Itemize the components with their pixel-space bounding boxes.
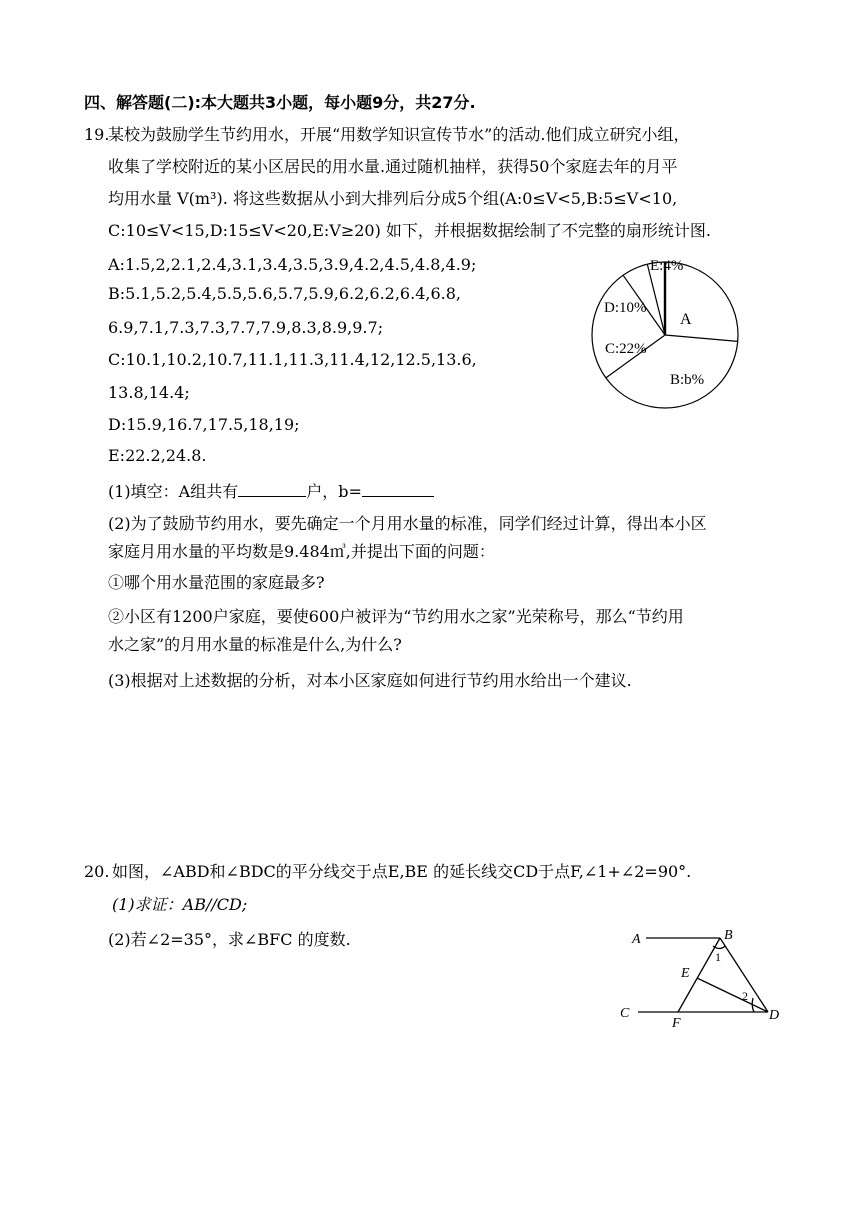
label-angle-2: 2 [742,989,748,1003]
q19-part1 [108,480,434,502]
pie-label-c: C:22% [605,341,647,357]
data-line-c2: 13.8,14.4; [108,383,190,402]
q19-line-4: C:10≤V<15,D:15≤V<20,E:V≥20) 如下，并根据数据绘制了不完整的扇形统计图. [108,221,712,240]
q19-number: 19. [84,125,110,144]
q19-part3: (3)根据对上述数据的分析，对本小区家庭如何进行节约用水给出一个建议. [108,671,632,690]
data-line-e: E:22.2,24.8. [108,446,207,465]
q20-line-1: 如图，∠ABD和∠BDC的平分线交于点E,BE 的延长线交CD于点F,∠1+∠2=90°. [112,862,692,881]
data-line-b2: 6.9,7.1,7.3,7.3,7.7,7.9,8.3,8.9,9.7; [108,318,384,337]
q19-line-3: 均用水量 V(m³). 将这些数据从小到大排列后分成5个组(A:0≤V<5,B:5≤V<10, [108,189,678,208]
part1-text-a: (1)填空：A组共有 [108,482,239,501]
label-e: E [681,966,690,981]
section-title: 四、解答题(二):本大题共3小题，每小题9分，共27分. [84,93,476,112]
data-line-a: A:1.5,2,2.1,2.4,3.1,3.4,3.5,3.9,4.2,4.5,4.8,4.9; [108,255,477,274]
answer-blank-b[interactable] [362,480,434,497]
data-line-c1: C:10.1,10.2,10.7,11.1,11.3,11.4,12,12.5,13.6, [108,350,477,369]
label-c: C [620,1006,630,1021]
pie-label-a: A [680,311,692,328]
geometry-figure [610,920,790,1030]
part1-text-b: 户，b= [306,482,362,501]
q20-part1: (1)求证：AB//CD; [112,895,248,914]
q19-question-b-line-2: 水之家”的月用水量的标准是什么,为什么? [108,635,402,654]
q19-line-1: 某校为鼓励学生节约用水，开展“用数学知识宣传节水”的活动.他们成立研究小组， [108,125,690,144]
pie-label-d: D:10% [604,300,647,316]
q19-question-b-line-1: ②小区有1200户家庭，要使600户被评为“节约用水之家”光荣称号，那么“节约用 [108,607,684,626]
q20-number: 20. [84,862,110,881]
data-line-b1: B:5.1,5.2,5.4,5.5,5.6,5.7,5.9,6.2,6.2,6.4,6.8, [108,284,461,303]
label-angle-1: 1 [715,950,721,964]
label-f: F [672,1016,681,1030]
answer-blank-a[interactable] [238,480,306,497]
pie-chart [580,250,750,430]
q19-line-2: 收集了学校附近的某小区居民的用水量.通过随机抽样，获得50个家庭去年的月平 [108,157,678,176]
label-b: B [724,928,733,943]
data-line-d: D:15.9,16.7,17.5,18,19; [108,415,300,434]
q19-question-a: ①哪个用水量范围的家庭最多? [108,573,325,592]
label-a: A [632,932,641,947]
pie-divider-a-b [665,335,738,341]
pie-slices [592,262,738,408]
pie-divider-d-e [647,264,665,335]
pie-label-e: E:4% [650,258,684,274]
figure-lines [638,938,768,1012]
q19-part2-line-2: 家庭月用水量的平均数是9.484㎥,并提出下面的问题： [108,542,495,561]
label-d: D [769,1008,780,1023]
pie-label-b: B:b% [670,372,705,388]
q19-part2-line-1: (2)为了鼓励节约用水，要先确定一个月用水量的标准，同学们经过计算，得出本小区 [108,514,707,533]
q20-part2: (2)若∠2=35°，求∠BFC 的度数. [108,930,351,949]
